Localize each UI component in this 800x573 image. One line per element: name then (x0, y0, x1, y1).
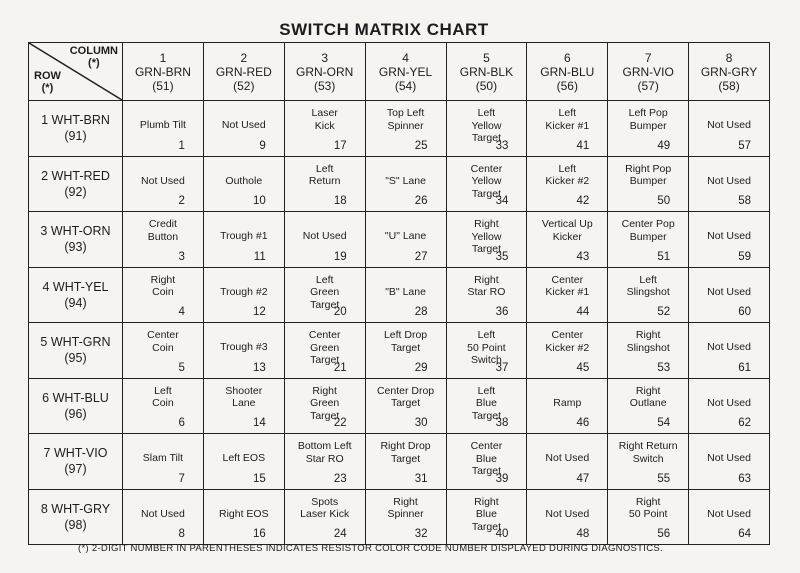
row-code: (98) (64, 517, 87, 532)
row-code: (93) (64, 240, 87, 255)
switch-number: 37 (495, 361, 509, 374)
row-header (29, 434, 123, 490)
table-row (29, 212, 770, 268)
switch-cell (365, 323, 446, 379)
row-header (29, 378, 123, 434)
switch-cell (527, 267, 608, 323)
switch-cell (527, 434, 608, 490)
column-header: 5 GRN-BLK (50) (446, 43, 527, 101)
row-header (29, 323, 123, 379)
switch-cell (446, 156, 527, 212)
switch-name: Outhole (225, 174, 263, 187)
switch-name: Not Used (221, 119, 266, 131)
switch-cell (203, 489, 284, 545)
switch-name: Not Used (141, 174, 185, 187)
switch-cell (365, 378, 446, 434)
switch-cell (689, 156, 770, 212)
switch-name: Credit Button (147, 218, 179, 243)
row-label: 8 WHT-GRY (40, 501, 111, 516)
switch-cell (608, 267, 689, 323)
switch-number: 8 (178, 528, 185, 540)
switch-number: 61 (738, 361, 751, 374)
switch-cell (446, 489, 527, 545)
switch-name: Right Outlane (629, 384, 667, 409)
row-label: 7 WHT-VIO (43, 446, 108, 461)
table-row (29, 156, 770, 212)
switch-name: Trough #2 (220, 285, 268, 298)
switch-name: Not Used (707, 230, 751, 242)
switch-cell (365, 212, 446, 268)
switch-cell (446, 212, 527, 268)
switch-number: 60 (738, 306, 751, 318)
row-label: 2 WHT-RED (41, 168, 110, 183)
switch-number: 30 (414, 417, 428, 429)
switch-number: 22 (333, 417, 347, 429)
switch-cell (527, 489, 608, 545)
switch-number: 7 (178, 472, 185, 485)
switch-number: 21 (333, 361, 347, 374)
switch-name: Not Used (302, 230, 347, 242)
switch-number: 25 (414, 139, 428, 152)
switch-number: 51 (657, 250, 671, 263)
switch-number: 2 (178, 195, 185, 207)
switch-cell (608, 434, 689, 490)
switch-cell (284, 101, 365, 157)
switch-cell (527, 378, 608, 434)
switch-name: Right Pop Bumper (625, 162, 672, 187)
switch-number: 11 (253, 250, 266, 263)
switch-name: Left 50 Point Switch (467, 329, 506, 366)
table-row (29, 378, 770, 434)
switch-number: 5 (178, 361, 185, 374)
switch-name: Not Used (545, 507, 590, 520)
switch-name: Right Slingshot (626, 329, 670, 354)
switch-cell (608, 156, 689, 212)
column-header: 3 GRN-ORN (53) (284, 43, 365, 101)
switch-name: Top Left Spinner (386, 107, 425, 132)
switch-name: Not Used (545, 452, 590, 464)
switch-number: 62 (738, 417, 751, 429)
switch-name: Right Green Target (310, 384, 340, 422)
switch-name: Left Kicker #2 (545, 162, 590, 187)
row-code: (94) (64, 295, 87, 310)
column-header: 6 GRN-BLU (56) (527, 43, 608, 101)
switch-cell (446, 434, 527, 490)
row-label: 6 WHT-BLU (42, 390, 109, 405)
switch-name: Not Used (707, 174, 751, 187)
switch-cell (689, 267, 770, 323)
column-header: 7 GRN-VIO (57) (608, 43, 689, 101)
switch-cell (203, 323, 284, 379)
switch-cell (203, 212, 284, 268)
column-header: 4 GRN-YEL (54) (365, 43, 446, 101)
switch-name: Right Coin (150, 273, 176, 298)
switch-number: 59 (738, 250, 751, 263)
row-label: 1 WHT-BRN (41, 113, 110, 128)
switch-name: Center Drop Target (376, 384, 435, 409)
switch-cell (446, 323, 527, 379)
switch-name: Center Pop Bumper (621, 218, 675, 243)
switch-name: "S" Lane (385, 174, 426, 187)
switch-number: 47 (576, 472, 590, 485)
switch-cell (689, 378, 770, 434)
switch-number: 49 (657, 139, 671, 152)
switch-cell (446, 267, 527, 323)
switch-number: 31 (414, 472, 428, 485)
switch-number: 44 (576, 306, 590, 318)
switch-name: Not Used (707, 285, 751, 298)
switch-name: Spots Laser Kick (300, 495, 350, 520)
row-code: (91) (64, 129, 87, 144)
switch-cell (203, 434, 284, 490)
switch-number: 18 (333, 195, 347, 207)
switch-cell (203, 267, 284, 323)
switch-number: 33 (495, 139, 509, 152)
switch-number: 40 (495, 528, 509, 540)
switch-cell (689, 434, 770, 490)
switch-cell (527, 101, 608, 157)
switch-cell (608, 101, 689, 157)
switch-cell (123, 101, 204, 157)
row-code: (92) (64, 184, 87, 199)
switch-cell (446, 101, 527, 157)
switch-name: Left Slingshot (626, 273, 670, 298)
switch-number: 3 (178, 250, 185, 263)
table-row (29, 323, 770, 379)
switch-cell (284, 267, 365, 323)
switch-name: Trough #3 (220, 341, 268, 353)
switch-name: Plumb Tilt (139, 119, 186, 131)
switch-name: Left Return (308, 162, 341, 187)
row-header (29, 267, 123, 323)
switch-cell (608, 212, 689, 268)
switch-cell (527, 156, 608, 212)
switch-name: Right Drop Target (380, 440, 431, 465)
matrix-body (29, 101, 770, 545)
switch-cell (123, 212, 204, 268)
switch-name: Right Star RO (467, 273, 506, 298)
switch-number: 43 (576, 250, 590, 263)
switch-number: 41 (576, 139, 590, 152)
switch-cell (284, 378, 365, 434)
table-row (29, 267, 770, 323)
switch-number: 63 (738, 472, 751, 485)
switch-name: Center Green Target (308, 329, 341, 366)
switch-name: Shooter Lane (225, 384, 263, 409)
switch-name: Left Green Target (310, 273, 340, 311)
row-header (29, 101, 123, 157)
switch-number: 34 (495, 195, 509, 207)
switch-cell (608, 378, 689, 434)
switch-number: 26 (414, 195, 428, 207)
switch-cell (123, 489, 204, 545)
switch-name: Right Blue Target (471, 495, 502, 533)
switch-name: Right Return Switch (618, 440, 678, 465)
switch-number: 13 (252, 361, 266, 374)
switch-name: Left EOS (222, 452, 266, 464)
switch-name: "U" Lane (384, 230, 427, 242)
switch-name: Center Blue Target (470, 440, 503, 477)
switch-cell (123, 323, 204, 379)
switch-number: 14 (252, 417, 266, 429)
switch-number: 1 (178, 139, 185, 152)
switch-name: Center Yellow Target (470, 162, 503, 200)
switch-cell (284, 212, 365, 268)
column-header-row (29, 43, 770, 101)
switch-cell (365, 156, 446, 212)
switch-cell (203, 156, 284, 212)
switch-cell (446, 378, 527, 434)
switch-name: Not Used (707, 507, 751, 520)
row-header (29, 212, 123, 268)
table-row (29, 434, 770, 490)
switch-number: 15 (252, 472, 266, 485)
switch-number: 39 (495, 472, 509, 485)
switch-name: Left Blue Target (471, 384, 502, 422)
switch-cell (284, 434, 365, 490)
switch-cell (689, 101, 770, 157)
row-label: 5 WHT-GRN (40, 335, 111, 350)
switch-name: Vertical Up Kicker (541, 218, 593, 243)
switch-number: 4 (178, 306, 185, 318)
switch-number: 36 (495, 306, 509, 318)
row-code: (96) (64, 406, 87, 421)
switch-number: 17 (333, 139, 347, 152)
switch-number: 50 (657, 195, 671, 207)
column-header: 1 GRN-BRN (51) (123, 43, 204, 101)
switch-name: Left Kicker #1 (545, 107, 590, 132)
switch-cell (284, 489, 365, 545)
row-label: 4 WHT-YEL (42, 279, 109, 294)
footnote: (*) 2-DIGIT NUMBER IN PARENTHESES INDICATES RESISTOR COLOR CODE NUMBER DISPLAYED DURING DIAGNOSTICS. (78, 543, 663, 554)
switch-number: 64 (738, 528, 751, 540)
switch-cell (689, 212, 770, 268)
switch-name: Not Used (707, 341, 751, 353)
switch-name: Laser Kick (311, 107, 338, 132)
switch-name: Not Used (707, 452, 751, 464)
switch-number: 23 (333, 472, 347, 485)
switch-cell (123, 156, 204, 212)
switch-cell (527, 212, 608, 268)
table-row (29, 489, 770, 545)
switch-number: 52 (657, 306, 671, 318)
row-code: (95) (64, 351, 87, 366)
switch-number: 12 (252, 306, 266, 318)
switch-number: 54 (657, 417, 671, 429)
switch-cell (123, 267, 204, 323)
switch-name: Center Coin (147, 329, 179, 354)
switch-number: 58 (738, 195, 751, 207)
row-header (29, 156, 123, 212)
switch-name: Left Pop Bumper (628, 107, 668, 132)
switch-number: 16 (252, 528, 266, 540)
switch-cell (365, 434, 446, 490)
switch-name: Left Yellow Target (471, 107, 502, 144)
switch-number: 48 (576, 528, 590, 540)
row-label: 3 WHT-ORN (40, 224, 111, 239)
column-header: 2 GRN-RED (52) (203, 43, 284, 101)
switch-name: Not Used (707, 119, 751, 131)
switch-cell (123, 378, 204, 434)
switch-number: 53 (657, 361, 671, 374)
switch-cell (365, 101, 446, 157)
switch-number: 27 (414, 250, 428, 263)
switch-number: 55 (657, 472, 671, 485)
switch-cell (203, 101, 284, 157)
switch-number: 29 (414, 361, 428, 374)
switch-cell (365, 267, 446, 323)
switch-matrix-table (28, 42, 770, 545)
switch-name: "B" Lane (385, 285, 426, 298)
switch-number: 45 (576, 361, 590, 374)
switch-cell (203, 378, 284, 434)
switch-number: 28 (414, 306, 428, 318)
switch-name: Ramp (553, 396, 582, 409)
switch-name: Center Kicker #2 (545, 329, 590, 354)
switch-name: Left Drop Target (383, 329, 428, 354)
row-header (29, 489, 123, 545)
switch-cell (689, 489, 770, 545)
switch-cell (608, 323, 689, 379)
switch-name: Center Kicker #1 (545, 273, 590, 298)
row-code: (97) (64, 462, 87, 477)
page-title: SWITCH MATRIX CHART (279, 20, 489, 39)
switch-number: 57 (738, 139, 751, 152)
switch-number: 38 (495, 417, 509, 429)
switch-number: 24 (333, 528, 347, 540)
corner-header (29, 43, 123, 101)
switch-cell (123, 434, 204, 490)
switch-cell (365, 489, 446, 545)
switch-number: 6 (178, 417, 185, 429)
switch-name: Right EOS (219, 507, 269, 520)
switch-name: Trough #1 (220, 230, 268, 242)
switch-number: 10 (252, 195, 266, 207)
switch-number: 46 (576, 417, 590, 429)
switch-name: Slam Tilt (142, 452, 184, 464)
corner-row-label: ROW (*) (34, 70, 61, 94)
switch-name: Bottom Left Star RO (297, 440, 352, 465)
switch-name: Right Yellow Target (471, 218, 502, 255)
switch-name: Right 50 Point (628, 495, 668, 520)
corner-column-label: COLUMN (*) (69, 45, 118, 69)
switch-number: 9 (259, 139, 266, 152)
switch-name: Not Used (707, 396, 751, 409)
switch-number: 19 (333, 250, 347, 263)
switch-number: 35 (495, 250, 509, 263)
switch-number: 42 (576, 195, 590, 207)
switch-cell (284, 156, 365, 212)
column-header: 8 GRN-GRY (58) (689, 43, 770, 101)
switch-name: Right Spinner (387, 495, 424, 520)
table-row (29, 101, 770, 157)
switch-name: Not Used (141, 507, 185, 520)
switch-cell (527, 323, 608, 379)
switch-number: 56 (657, 528, 671, 540)
switch-number: 20 (333, 306, 347, 318)
switch-number: 32 (414, 528, 428, 540)
switch-cell (284, 323, 365, 379)
switch-name: Left Coin (152, 384, 174, 409)
switch-cell (689, 323, 770, 379)
switch-cell (608, 489, 689, 545)
